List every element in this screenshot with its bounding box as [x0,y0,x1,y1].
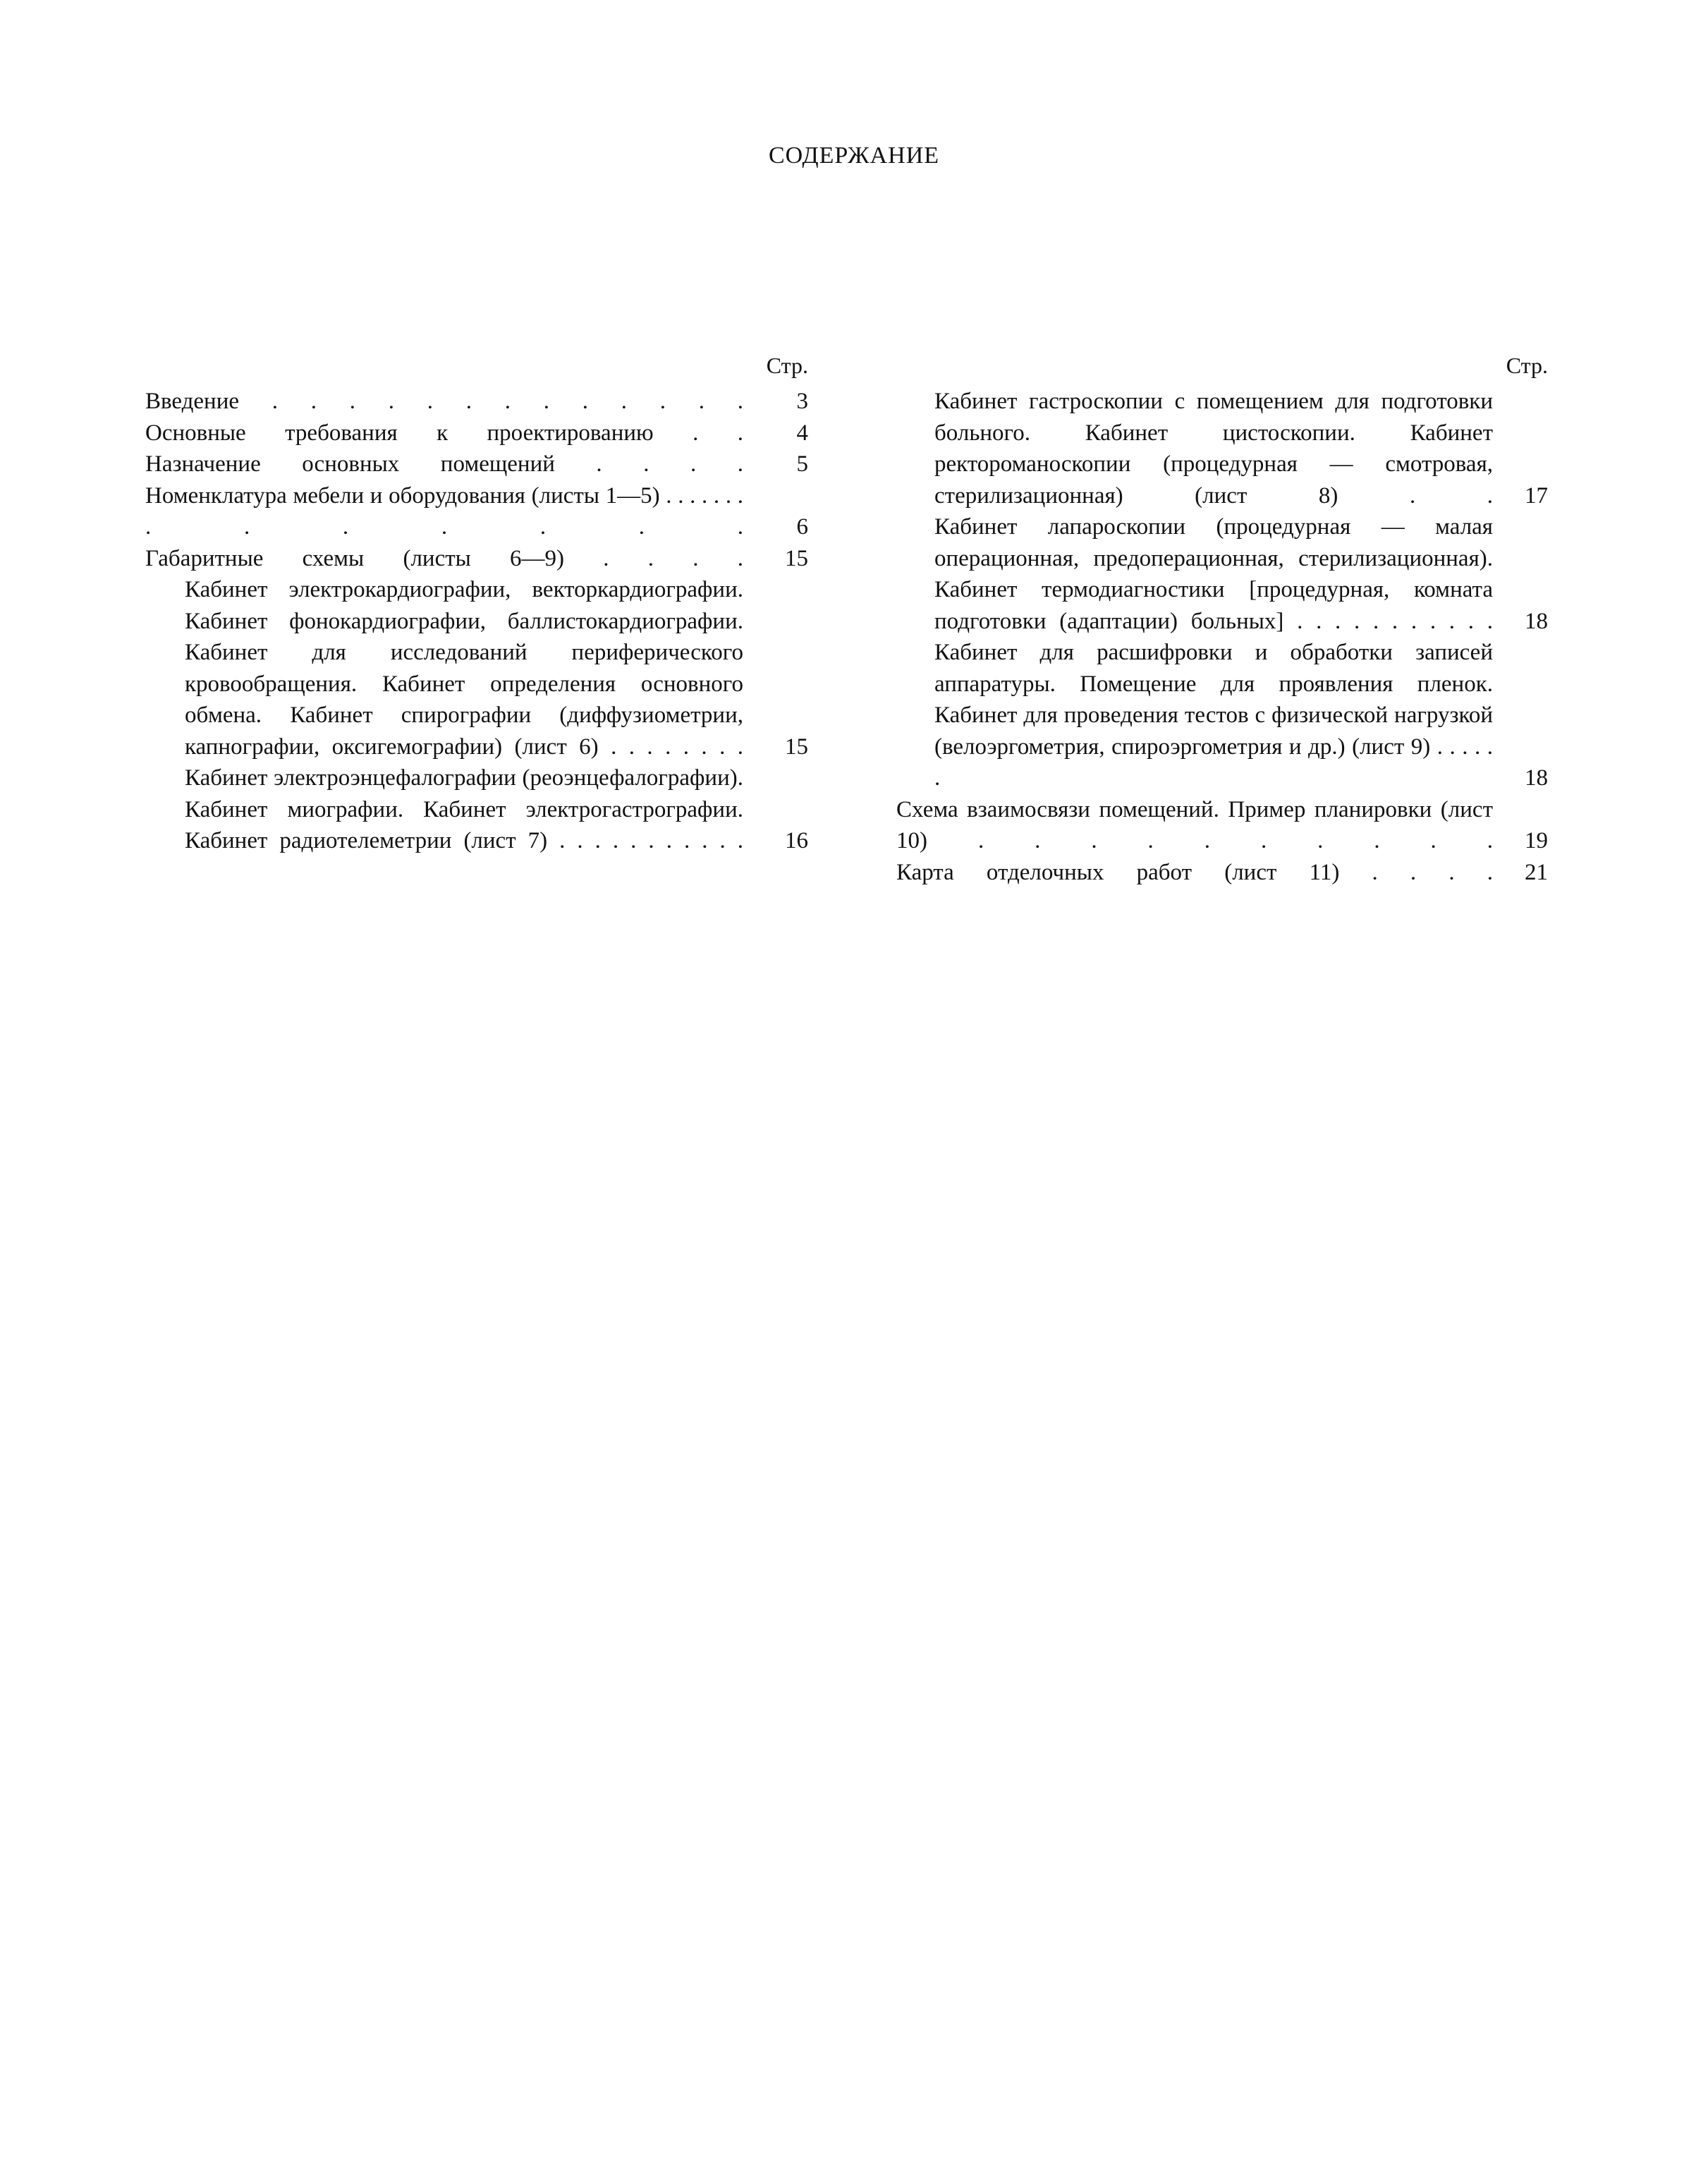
toc-entry-page: 6 [796,514,808,540]
toc-subentry[interactable] [892,511,1548,637]
toc-subentry[interactable] [892,386,1548,511]
page-title: СОДЕРЖАНИЕ [768,142,940,169]
toc-entry[interactable] [145,386,808,418]
page-column-header: Стр. [1506,353,1548,378]
toc-entry[interactable] [892,857,1548,889]
toc-right-column [892,353,1548,888]
toc-entry-title: Кабинет для расшифровки и обработки записей аппаратуры. Помещение для проявления пленок. Кабинет для проведения тестов с физической нагрузкой (велоэргометрия, спироэргометрия и др.) (лист 9) . . . . . . [934,640,1493,791]
toc-entry-page: 15 [785,734,808,760]
toc-entry-page: 21 [1525,859,1548,885]
toc-entry-page: 15 [785,545,808,571]
toc-subentry[interactable] [145,762,808,857]
toc-entry[interactable] [892,794,1548,857]
toc-entry-page: 17 [1525,482,1548,509]
toc-left-column [145,353,808,857]
toc-entry-page: 5 [796,451,808,477]
toc-entry-title: Карта отделочных работ (лист 11) . . . . [896,859,1493,885]
toc-entry-page: 3 [796,389,808,414]
page-column-header: Стр. [766,353,808,378]
toc-subentry[interactable] [145,574,808,762]
toc-entry-title: Кабинет лапароскопии (процедурная — малая операционная, предоперационная, стерилизационная). Кабинет термодиагностики [процедурная, комната подготовки (адаптации) больных] . . . . . . . . . . . [934,514,1493,634]
toc-entry-title: Кабинет электрокардиографии, векторкардиографии. Кабинет фонокардиографии, баллистокардиографии. Кабинет для исследований периферического кровообращения. Кабинет определения основного обмена. Кабинет спирографии (диффузиометрии, капнографии, оксигемографии) (лист 6) . . . . . . . . [185,577,743,760]
toc-entry-title: Номенклатура мебели и оборудования (листы 1—5) . . . . . . . . . . . . . . [145,482,743,540]
toc-entry[interactable] [145,543,808,575]
toc-entry[interactable] [145,449,808,480]
toc-entry-title: Назначение основных помещений . . . . [145,451,743,477]
toc-entry-page: 18 [1525,765,1548,791]
toc-entry-title: Кабинет электроэнцефалографии (реоэнцефалографии). Кабинет миографии. Кабинет электрогастрографии. Кабинет радиотелеметрии (лист 7) . . . . . . . . . . . [185,765,743,853]
toc-entry-title: Введение . . . . . . . . . . . . . [145,389,743,414]
toc-subentry[interactable] [892,637,1548,794]
toc-entry[interactable] [145,480,808,543]
toc-entry-title: Кабинет гастроскопии с помещением для подготовки больного. Кабинет цистоскопии. Кабинет ректороманоскопии (процедурная — смотровая, стерилизационная) (лист 8) . . [934,389,1493,509]
toc-entry-page: 19 [1525,828,1548,853]
toc-entry-title: Габаритные схемы (листы 6—9) . . . . [145,545,743,571]
toc-entry-title: Основные требования к проектированию . . [145,420,743,446]
toc-entry[interactable] [145,418,808,449]
toc-entry-page: 18 [1525,608,1548,634]
toc-entry-page: 16 [785,828,808,853]
toc-entry-title: Схема взаимосвязи помещений. Пример планировки (лист 10) . . . . . . . . . . [896,796,1493,853]
toc-entry-page: 4 [796,420,808,446]
